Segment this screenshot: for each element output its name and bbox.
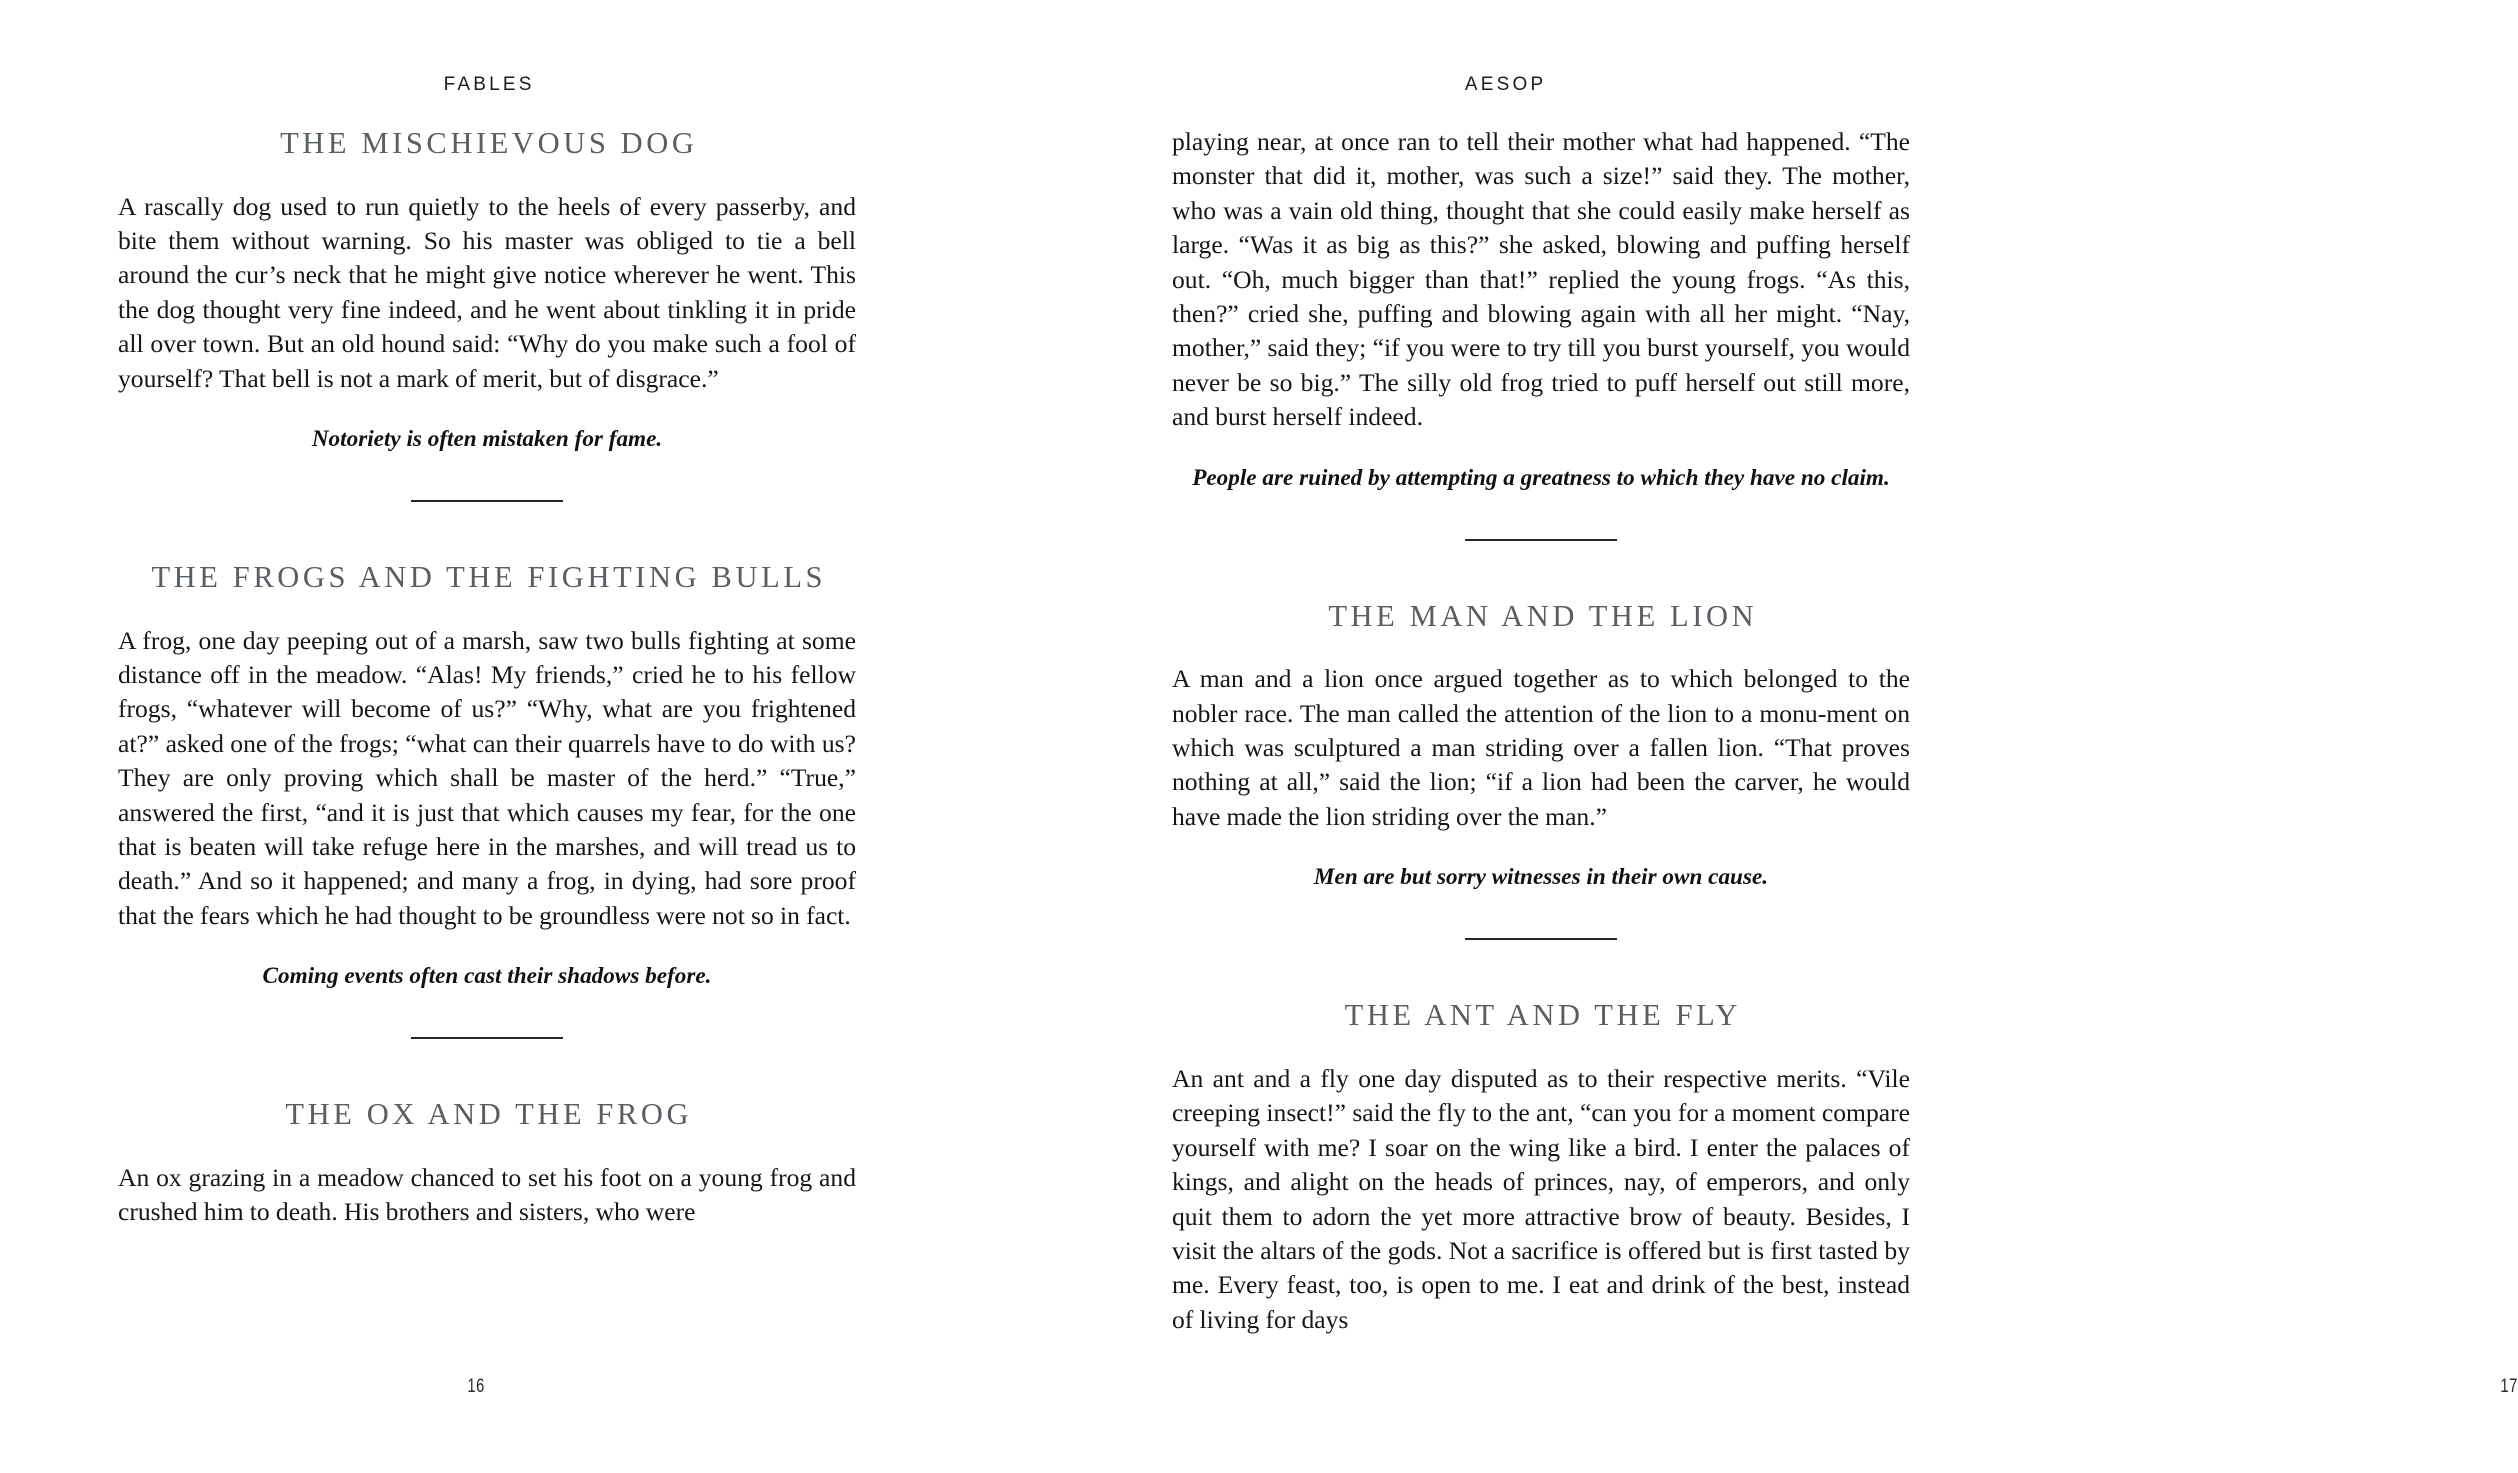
left-text-column (118, 125, 856, 1355)
fable-title-frogs-fighting-bulls: THE FROGS AND THE FIGHTING BULLS (151, 560, 827, 595)
fable-section-mischievous-dog (118, 125, 856, 502)
fable-section-frogs-fighting-bulls (118, 559, 856, 1039)
fable-moral-mischievous-dog: Notoriety is often mistaken for fame. (311, 426, 663, 453)
fable-body-ox-and-frog-continued: playing near, at once ran to tell their mother what had happened. “The monster that did it, mother, was such a size!” said they. The mother, who was a vain old thing, thought that she could easily make herself as large. “Was it as big as this?” she asked, blowing and puffing herself out. “Oh, much bigger than that!” replied the young frogs. “As this, then?” cried she, puffing and blowing again with all her might. “Nay, mother,” said they; “if you were to try till you burst yourself, you would never be so big.” The silly old frog tried to puff herself out still more, and burst herself indeed. (1172, 127, 1910, 432)
page-number-left: 16 (467, 1376, 485, 1397)
fable-title-ant-and-fly: THE ANT AND THE FLY (1344, 998, 1741, 1033)
fable-moral-ox-and-frog: People are ruined by attempting a greatness to which they have no claim. (1192, 464, 1890, 491)
fable-body-ox-and-frog: An ox grazing in a meadow chanced to set his foot on a young frog and crushed him to death. His brothers and sisters, who were (118, 1162, 856, 1227)
right-text-column (1172, 125, 1910, 1355)
left-page-inner (0, 0, 1000, 1473)
right-page (1000, 0, 2518, 1473)
running-head-left: FABLES (443, 74, 535, 95)
fable-moral-man-and-lion: Men are but sorry witnesses in their own cause. (1313, 864, 1769, 891)
fable-moral-frogs-fighting-bulls: Coming events often cast their shadows before. (262, 963, 712, 990)
fable-title-mischievous-dog: THE MISCHIEVOUS DOG (280, 126, 698, 160)
fable-section-ant-and-fly (1172, 997, 1910, 1337)
fable-section-ox-and-frog (118, 1096, 856, 1229)
fable-body-mischievous-dog: A rascally dog used to run quietly to the heels of every passerby, and bite them without warning. So his master was obliged to tie a bell around the cur’s neck that he might give notice wherever he went. This the dog thought very fine indeed, and he went about tinkling it in pride all over town. But an old hound said: “Why do you make such a fool of yourself? That bell is not a mark of merit, but of disgrace.” (118, 191, 856, 393)
fable-section-man-and-lion (1172, 598, 1910, 941)
page-number-right: 17 (2500, 1376, 2518, 1397)
fable-continuation-ox-and-frog (1172, 125, 1910, 541)
fable-title-man-and-lion: THE MAN AND THE LION (1328, 598, 1758, 633)
fable-title-ox-and-frog: THE OX AND THE FROG (285, 1097, 693, 1132)
running-head-right: AESOP (1464, 74, 1547, 95)
fable-body-ant-and-fly: An ant and a fly one day disputed as to their respective merits. “Vile creeping insect!” said the fly to the ant, “can you for a moment compare yourself with me? I soar on the wing like a bird. I enter the palaces of kings, and alight on the heads of princes, nay, of emperors, and only quit them to adorn the yet more attractive brow of beauty. Besides, I visit the altars of the gods. Not a sacrifice is offered but is first tasted by me. Every feast, too, is open to me. I eat and drink of the best, instead of living for days (1172, 1063, 1910, 1334)
right-page-inner (1000, 0, 2518, 1473)
fable-body-frogs-fighting-bulls: A frog, one day peeping out of a marsh, saw two bulls fighting at some distance off in the meadow. “Alas! My friends,” cried he to his fellow frogs, “whatever will become of us?” “Why, what are you frightened at?” asked one of the frogs; “what can their quarrels have to do with us? They are only proving which shall be master of the herd.” “True,” answered the first, “and it is just that which causes my fear, for the one that is beaten will take refuge here in the marshes, and will tread us to death.” And so it happened; and many a frog, in dying, had sore proof that the fears which he had thought to be groundless were not so in fact. (118, 625, 856, 930)
left-page (0, 0, 1000, 1473)
fable-body-man-and-lion: A man and a lion once argued together as to which belonged to the nobler race. The man called the attention of the lion to a monu-​ment on which was sculptured a man striding over a fallen lion. “That proves nothing at all,” said the lion; “if a lion had been the carver, he would have made the lion striding over the man.” (1172, 664, 1910, 831)
